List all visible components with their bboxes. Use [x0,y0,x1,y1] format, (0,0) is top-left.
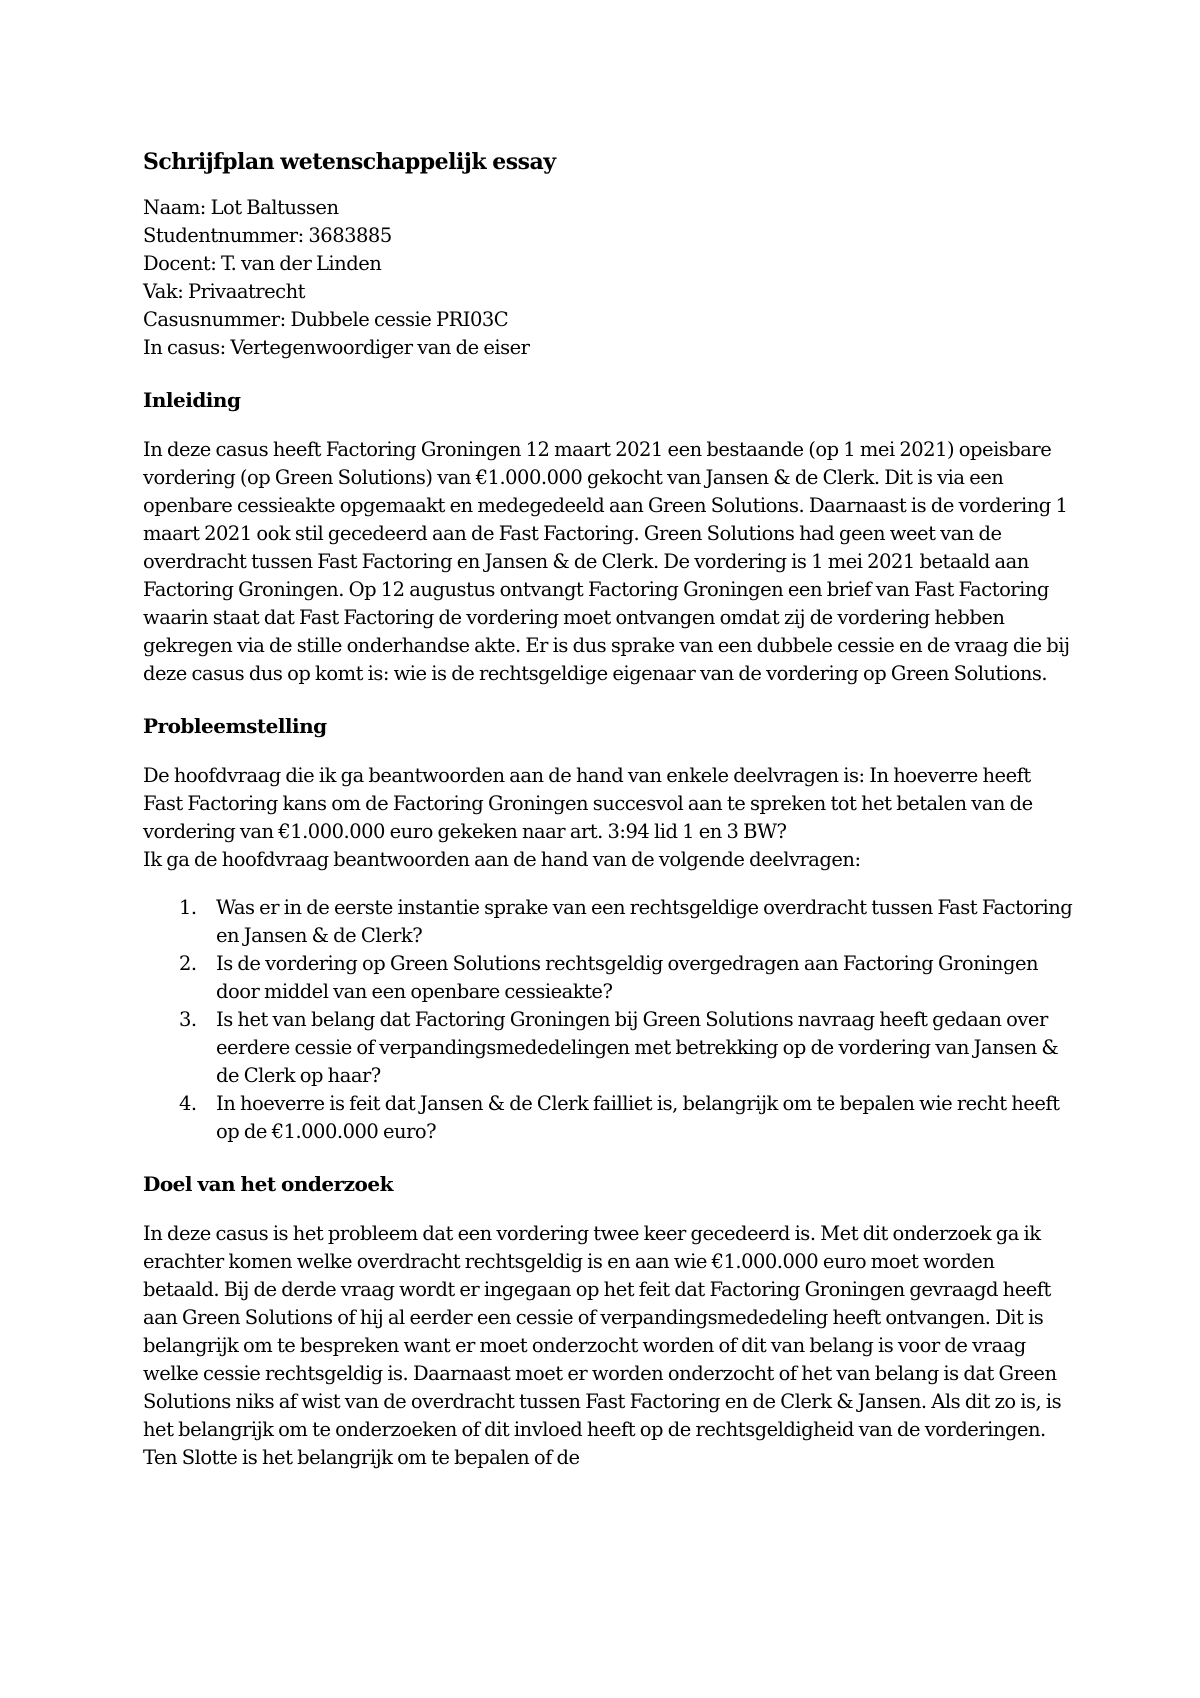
probleemstelling-paragraph: De hoofdvraag die ik ga beantwoorden aan de hand van enkele deelvragen is: In hoeverre heeft Fast Factoring kans om de Factoring Groningen succesvol aan te spreken tot het betalen van de vordering van €1.000.000 euro gekeken naar art. 3:94 lid 1 en 3 BW? [143,764,1033,843]
list-item-text: In hoeverre is feit dat Jansen & de Clerk failliet is, belangrijk om te bepalen wie recht heeft op de €1.000.000 euro? [216,1092,1060,1143]
list-item-number: 1. [179,896,197,919]
document-title: Schrijfplan wetenschappelijk essay [143,149,556,175]
meta-course: Vak: Privaatrecht [143,280,305,303]
heading-doel-onderzoek: Doel van het onderzoek [143,1172,393,1196]
list-item-number: 3. [179,1008,197,1031]
heading-probleemstelling: Probleemstelling [143,714,327,738]
meta-case-role: In casus: Vertegenwoordiger van de eiser [143,336,530,359]
list-item-text: Is het van belang dat Factoring Groningen bij Green Solutions navraag heeft gedaan over eerdere cessie of verpandingsmededelingen met betrekking op de vordering van Jansen & de Clerk op haar? [216,1008,1059,1087]
meta-teacher: Docent: T. van der Linden [143,252,382,275]
meta-case-number: Casusnummer: Dubbele cessie PRI03C [143,308,509,331]
list-item-number: 2. [179,952,197,975]
inleiding-paragraph: In deze casus heeft Factoring Groningen 12 maart 2021 een bestaande (op 1 mei 2021) opeisbare vordering (op Green Solutions) van €1.000.000 gekocht van Jansen & de Clerk. Dit is via een openbare cessieakte opgemaakt en medegedeeld aan Green Solutions. Daarnaast is de vordering 1 maart 2021 ook stil gecedeerd aan de Fast Factoring. Green Solutions had geen weet van de overdracht tussen Fast Factoring en Jansen & de Clerk. De vordering is 1 mei 2021 betaald aan Factoring Groningen. Op 12 augustus ontvangt Factoring Groningen een brief van Fast Factoring waarin staat dat Fast Factoring de vordering moet ontvangen omdat zij de vordering hebben gekregen via de stille onderhandse akte. Er is dus sprake van een dubbele cessie en de vraag die bij deze casus dus op komt is: wie is de rechtsgeldige eigenaar van de vordering op Green Solutions. [143,438,1070,685]
list-item-number: 4. [179,1092,197,1115]
list-item [143,1006,1073,1090]
list-item-text: Is de vordering op Green Solutions rechtsgeldig overgedragen aan Factoring Groningen door middel van een openbare cessieakte? [216,952,1039,1003]
list-item [143,1090,1073,1146]
student-meta [143,194,1073,362]
heading-inleiding: Inleiding [143,388,241,412]
meta-name: Naam: Lot Baltussen [143,196,339,219]
document-body [143,140,1073,1472]
doel-paragraph: In deze casus is het probleem dat een vordering twee keer gecedeerd is. Met dit onderzoek ga ik erachter komen welke overdracht rechtsgeldig is en aan wie €1.000.000 euro moet worden betaald. Bij de derde vraag wordt er ingegaan op het feit dat Factoring Groningen gevraagd heeft aan Green Solutions of hij al eerder een cessie of verpandingsmededeling heeft ontvangen. Dit is belangrijk om te bespreken want er moet onderzocht worden of dit van belang is voor de vraag welke cessie rechtsgeldig is. Daarnaast moet er worden onderzocht of het van belang is dat Green Solutions niks af wist van de overdracht tussen Fast Factoring en de Clerk & Jansen. Als dit zo is, is het belangrijk om te onderzoeken of dit invloed heeft op de rechtsgeldigheid van de vorderingen. Ten Slotte is het belangrijk om te bepalen of de [143,1222,1062,1469]
subquestions-list [143,894,1073,1146]
list-item-text: Was er in de eerste instantie sprake van een rechtsgeldige overdracht tussen Fast Factoring en Jansen & de Clerk? [216,896,1073,947]
meta-student-number: Studentnummer: 3683885 [143,224,392,247]
probleemstelling-intro-subquestions: Ik ga de hoofdvraag beantwoorden aan de hand van de volgende deelvragen: [143,848,861,871]
list-item [143,950,1073,1006]
list-item [143,894,1073,950]
